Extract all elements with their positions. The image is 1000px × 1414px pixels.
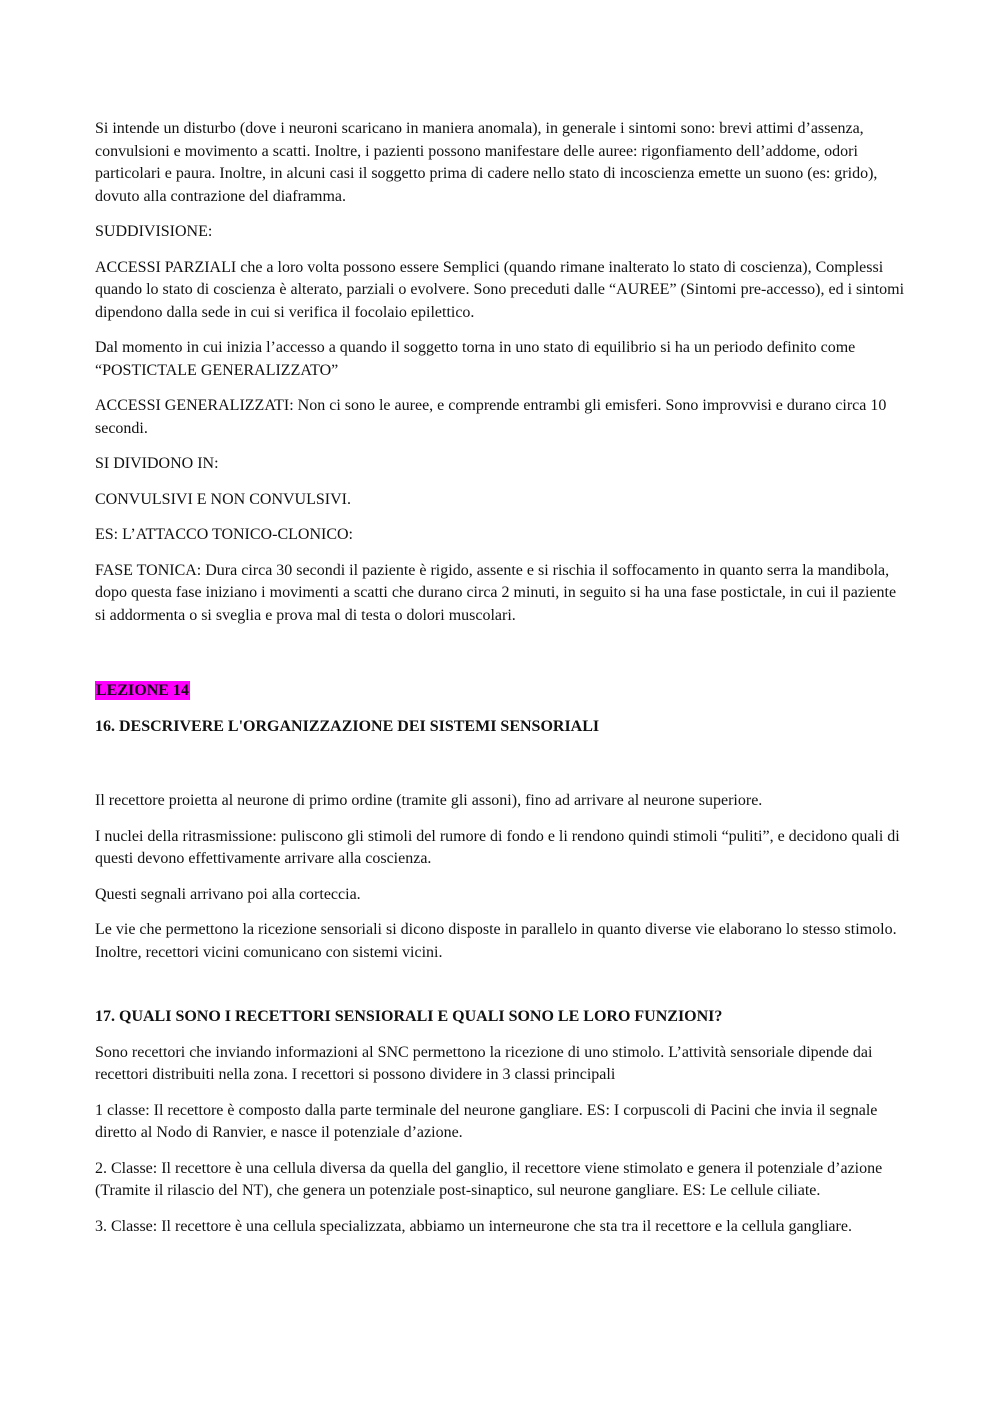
- paragraph-class-2: 2. Classe: Il recettore è una cellula diversa da quella del ganglio, il recettore viene stimolato e genera il potenziale d’azione (Tramite il rilascio del NT), che genera un potenziale post-sinaptico, sul neurone gangliare. ES: Le cellule ciliate.: [95, 1159, 883, 1199]
- lesson-heading-row: [95, 680, 908, 703]
- paragraph-receptor-projection: Il recettore proietta al neurone di primo ordine (tramite gli assoni), fino ad arrivare al neurone superiore.: [95, 792, 763, 809]
- paragraph-class-1: 1 classe: Il recettore è composto dalla parte terminale del neurone gangliare. ES: I corpuscoli di Pacini che invia il segnale diretto al Nodo di Ranvier, e nasce il potenziale d’azione.: [95, 1101, 878, 1141]
- paragraph-generalized-seizures: ACCESSI GENERALIZZATI: Non ci sono le auree, e comprende entrambi gli emisferi. Sono improvvisi e durano circa 10 secondi.: [95, 397, 887, 437]
- question-17-title: 17. QUALI SONO I RECETTORI SENSIORALI E QUALI SONO LE LORO FUNZIONI?: [95, 1008, 723, 1025]
- paragraph-divided-into: SI DIVIDONO IN:: [95, 455, 219, 472]
- paragraph-tonic-clonic-example: ES: L’ATTACCO TONICO-CLONICO:: [95, 526, 353, 543]
- paragraph-postictal: Dal momento in cui inizia l’accesso a quando il soggetto torna in uno stato di equilibrio si ha un periodo definito come “POSTICTALE GENERALIZZATO”: [95, 339, 856, 379]
- paragraph-relay-nuclei: I nuclei della ritrasmissione: puliscono gli stimoli del rumore di fondo e li rendono quindi stimoli “puliti”, e decidono quali di questi devono effettivamente arrivare alla coscienza.: [95, 827, 900, 867]
- paragraph-receptors-intro: Sono recettori che inviando informazioni al SNC permettono la ricezione di uno stimolo. L’attività sensoriale dipende dai recettori distribuiti nella zona. I recettori si possono dividere in 3 classi principali: [95, 1043, 873, 1083]
- paragraph-partial-seizures: ACCESSI PARZIALI che a loro volta possono essere Semplici (quando rimane inalterato lo stato di coscienza), Complessi quando lo stato di coscienza è alterato, parziali o evolvere. Sono preceduti dalle “AUREE” (Sintomi pre-accesso), ed i sintomi dipendono dalla sede in cui si verifica il focolaio epilettico.: [95, 258, 905, 321]
- paragraph-class-3: 3. Classe: Il recettore è una cellula specializzata, abbiamo un interneurone che sta tra il recettore e la cellula gangliare.: [95, 1217, 852, 1235]
- paragraph-parallel-pathways: Le vie che permettono la ricezione sensoriali si dicono disposte in parallelo in quanto diverse vie elaborano lo stesso stimolo. Inoltre, recettori vicini comunicano con sistemi vicini.: [95, 921, 897, 961]
- paragraph-convulsive: CONVULSIVI E NON CONVULSIVI.: [95, 490, 351, 508]
- paragraph-subdivision-label: SUDDIVISIONE:: [95, 223, 213, 240]
- paragraph-epilepsy-definition: Si intende un disturbo (dove i neuroni scaricano in maniera anomala), in generale i sintomi sono: brevi attimi d’assenza, convulsioni e movimento a scatti. Inoltre, i pazienti possono manifestare delle auree: rigonfiamento dell’addome, odori particolari e paura. Inoltre, in alcuni casi il soggetto prima di cadere nello stato di incoscienza emette un suono (es: grido), dovuto alla contrazione del diaframma.: [95, 120, 878, 205]
- paragraph-cortex: Questi segnali arrivano poi alla corteccia.: [95, 885, 361, 903]
- lesson-heading: LEZIONE 14: [96, 682, 189, 699]
- paragraph-tonic-phase: FASE TONICA: Dura circa 30 secondi il paziente è rigido, assente e si rischia il soffocamento in quanto serra la mandibola, dopo questa fase iniziano i movimenti a scatti che durano circa 2 minuti, in seguito si ha una fase postictale, in cui il paziente si addormenta o si sveglia e prova mal di testa o dolori muscolari.: [95, 561, 897, 624]
- question-16-title: 16. DESCRIVERE L'ORGANIZZAZIONE DEI SISTEMI SENSORIALI: [95, 717, 600, 735]
